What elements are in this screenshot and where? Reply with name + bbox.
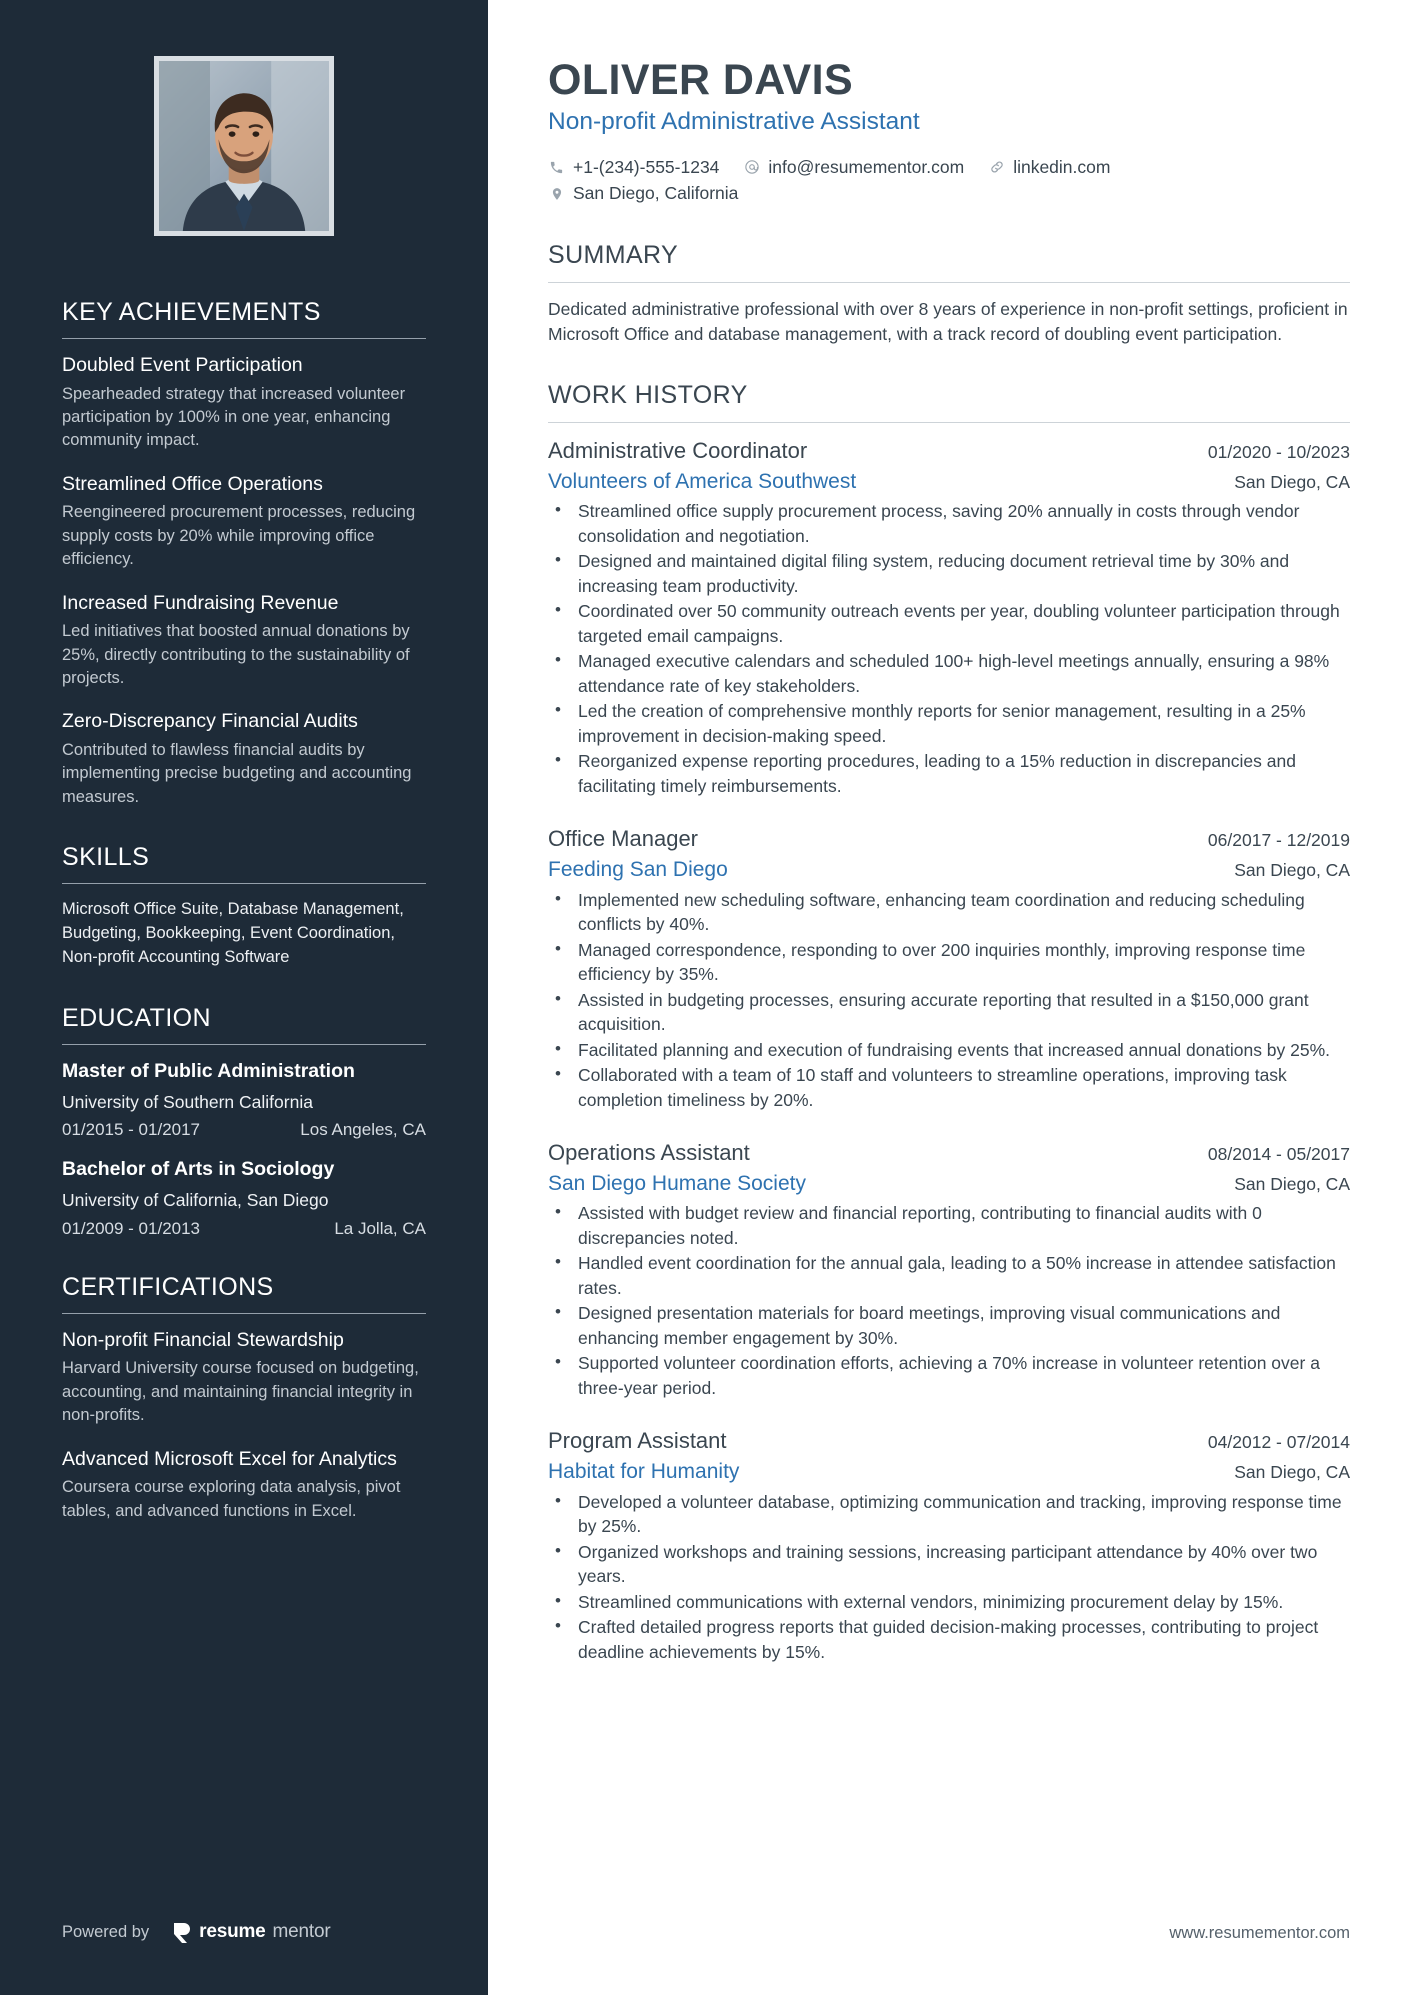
job-company: San Diego Humane Society bbox=[548, 1171, 806, 1195]
contact-linkedin-value: linkedin.com bbox=[1013, 157, 1111, 178]
job-company: Habitat for Humanity bbox=[548, 1460, 740, 1484]
job-position: Administrative Coordinator bbox=[548, 438, 808, 464]
achievement-title: Increased Fundraising Revenue bbox=[62, 591, 339, 614]
contact-location bbox=[548, 180, 738, 206]
achievement-item bbox=[62, 591, 426, 691]
job-location: San Diego, CA bbox=[1234, 1173, 1350, 1194]
sidebar bbox=[0, 0, 488, 1995]
skills-heading: SKILLS bbox=[62, 843, 426, 884]
skills-list: Microsoft Office Suite, Database Management, Budgeting, Bookkeeping, Event Coordination, Non-profit Accounting Software bbox=[62, 900, 404, 967]
education-degree: Master of Public Administration bbox=[62, 1060, 355, 1083]
contact-email-value: info@resumementor.com bbox=[768, 157, 965, 178]
resumementor-mark-icon bbox=[173, 1922, 192, 1943]
job-bullets bbox=[548, 499, 1350, 798]
job-position: Operations Assistant bbox=[548, 1140, 750, 1166]
certification-item bbox=[62, 1328, 426, 1428]
job-bullet: • Coordinated over 50 community outreach events per year, doubling volunteer participation through targeted email campaigns. bbox=[548, 599, 1350, 648]
education-location: Los Angeles, CA bbox=[300, 1120, 426, 1140]
resume-header bbox=[548, 56, 1350, 207]
email-icon bbox=[743, 159, 760, 176]
section-certifications bbox=[62, 1273, 426, 1523]
job-bullets bbox=[548, 1490, 1350, 1665]
job-position: Program Assistant bbox=[548, 1428, 727, 1454]
contact-phone-value: +1-(234)-555-1234 bbox=[573, 157, 720, 178]
contact-linkedin[interactable] bbox=[988, 154, 1110, 180]
education-item bbox=[62, 1157, 426, 1238]
certifications-heading: CERTIFICATIONS bbox=[62, 1273, 426, 1314]
contact-location-value: San Diego, California bbox=[573, 183, 739, 204]
resumementor-logo bbox=[173, 1921, 330, 1943]
job-bullet: • Crafted detailed progress reports that guided decision-making processes, contributing to project deadline achievements by 15%. bbox=[548, 1615, 1350, 1664]
job-bullet: • Handled event coordination for the annual gala, leading to a 50% increase in attendee satisfaction rates. bbox=[548, 1251, 1350, 1300]
job-bullet: • Collaborated with a team of 10 staff and volunteers to streamline operations, improving task completion timeliness by 20%. bbox=[548, 1063, 1350, 1112]
phone-icon bbox=[548, 159, 565, 176]
job-header-row bbox=[548, 825, 1350, 854]
certification-item bbox=[62, 1447, 426, 1523]
education-item bbox=[62, 1059, 426, 1140]
job-header-row bbox=[548, 437, 1350, 466]
education-dates: 01/2009 - 01/2013 bbox=[62, 1218, 201, 1238]
job-bullets bbox=[548, 888, 1350, 1113]
job-company: Volunteers of America Southwest bbox=[548, 469, 857, 493]
job-company-row bbox=[548, 1458, 1350, 1486]
job-entry bbox=[548, 1139, 1350, 1400]
section-education bbox=[62, 1004, 426, 1239]
job-bullet: • Streamlined office supply procurement process, saving 20% annually in costs through vendor consolidation and negotiation. bbox=[548, 499, 1350, 548]
education-heading: EDUCATION bbox=[62, 1004, 426, 1045]
job-entry bbox=[548, 437, 1350, 798]
certification-description: Harvard University course focused on budgeting, accounting, and maintaining financial integrity in non-profits. bbox=[62, 1359, 419, 1425]
section-key-achievements bbox=[62, 298, 426, 809]
contact-row-primary bbox=[548, 154, 1350, 180]
job-bullet: • Streamlined communications with external vendors, minimizing procurement delay by 15%. bbox=[548, 1590, 1350, 1615]
section-summary bbox=[548, 241, 1350, 347]
summary-text: Dedicated administrative professional with over 8 years of experience in non-profit settings, proficient in Microsoft Office and database management, with a track record of doubling event participation. bbox=[548, 298, 1348, 344]
contact-block bbox=[548, 154, 1350, 207]
job-bullets bbox=[548, 1201, 1350, 1400]
job-bullet: • Designed and maintained digital filing system, reducing document retrieval time by 30% and increasing team productivity. bbox=[548, 549, 1350, 598]
achievement-description: Led initiatives that boosted annual donations by 25%, directly contributing to the sustainability of projects. bbox=[62, 622, 410, 688]
job-bullet: • Assisted with budget review and financial reporting, contributing to financial audits with 0 discrepancies noted. bbox=[548, 1201, 1350, 1250]
job-dates: 08/2014 - 05/2017 bbox=[1207, 1144, 1350, 1165]
job-bullet: • Supported volunteer coordination efforts, achieving a 70% increase in volunteer retention over a three-year period. bbox=[548, 1351, 1350, 1400]
achievement-description: Spearheaded strategy that increased volunteer participation by 100% in one year, enhancing community impact. bbox=[62, 384, 406, 450]
brand-name-secondary: mentor bbox=[272, 1921, 331, 1942]
powered-by-label: Powered by bbox=[62, 1922, 150, 1941]
achievement-description: Contributed to flawless financial audits by implementing precise budgeting and accounting measures. bbox=[62, 741, 412, 806]
section-skills bbox=[62, 843, 426, 970]
certification-title: Non-profit Financial Stewardship bbox=[62, 1328, 344, 1351]
education-location: La Jolla, CA bbox=[334, 1218, 426, 1238]
achievement-title: Streamlined Office Operations bbox=[62, 472, 323, 495]
achievement-item bbox=[62, 709, 426, 809]
achievement-item bbox=[62, 353, 426, 453]
achievement-item bbox=[62, 472, 426, 572]
job-bullet: • Implemented new scheduling software, enhancing team coordination and reducing scheduling conflicts by 40%. bbox=[548, 888, 1350, 937]
work-history-heading: WORK HISTORY bbox=[548, 381, 1350, 423]
job-bullet: • Designed presentation materials for board meetings, improving visual communications and enhancing member engagement by 30%. bbox=[548, 1301, 1350, 1350]
key-achievements-heading: KEY ACHIEVEMENTS bbox=[62, 298, 426, 339]
job-bullet: • Managed executive calendars and scheduled 100+ high-level meetings annually, ensuring a 98% attendance rate of key stakeholders. bbox=[548, 649, 1350, 698]
achievement-title: Doubled Event Participation bbox=[62, 354, 303, 376]
contact-row-secondary bbox=[548, 180, 1350, 206]
job-header-row bbox=[548, 1139, 1350, 1168]
portrait-illustration bbox=[159, 61, 329, 231]
profile-photo-wrap bbox=[62, 56, 426, 236]
job-location: San Diego, CA bbox=[1234, 859, 1350, 880]
job-header-row bbox=[548, 1427, 1350, 1456]
job-bullet: • Led the creation of comprehensive monthly reports for senior management, resulting in a 25% improvement in decision-making speed. bbox=[548, 699, 1350, 748]
job-company-row bbox=[548, 1170, 1350, 1198]
location-icon bbox=[548, 185, 565, 202]
website-footer: www.resumementor.com bbox=[1169, 1924, 1350, 1942]
education-school: University of California, San Diego bbox=[62, 1189, 329, 1210]
contact-email[interactable] bbox=[743, 154, 964, 180]
job-dates: 06/2017 - 12/2019 bbox=[1207, 830, 1350, 851]
avatar bbox=[154, 56, 334, 236]
achievement-title: Zero-Discrepancy Financial Audits bbox=[62, 710, 358, 733]
job-location: San Diego, CA bbox=[1234, 471, 1350, 492]
brand-glyph-icon bbox=[173, 1922, 192, 1943]
job-bullet: • Organized workshops and training sessions, increasing participant attendance by 40% over two years. bbox=[548, 1540, 1350, 1589]
certification-title: Advanced Microsoft Excel for Analytics bbox=[62, 1447, 397, 1470]
job-location: San Diego, CA bbox=[1234, 1462, 1350, 1483]
job-company-row bbox=[548, 468, 1350, 496]
job-company-row bbox=[548, 856, 1350, 884]
certification-description: Coursera course exploring data analysis, pivot tables, and advanced functions in Excel. bbox=[62, 1478, 401, 1520]
link-icon bbox=[988, 159, 1005, 176]
education-meta bbox=[62, 1219, 426, 1239]
job-bullet: • Reorganized expense reporting procedures, leading to a 15% reduction in discrepancies and facilitating timely reimbursements. bbox=[548, 749, 1350, 798]
brand-name-primary: resume bbox=[199, 1921, 266, 1942]
job-dates: 04/2012 - 07/2014 bbox=[1207, 1432, 1350, 1453]
education-dates: 01/2015 - 01/2017 bbox=[62, 1120, 201, 1140]
sidebar-footer bbox=[62, 1921, 330, 1943]
job-entry bbox=[548, 825, 1350, 1112]
job-company: Feeding San Diego bbox=[548, 857, 728, 881]
page-title: OLIVER DAVIS bbox=[548, 56, 854, 104]
job-bullet: • Facilitated planning and execution of fundraising events that increased annual donations by 25%. bbox=[548, 1038, 1350, 1063]
job-position: Office Manager bbox=[548, 826, 699, 852]
summary-heading: SUMMARY bbox=[548, 241, 1350, 283]
headline-job-title: Non-profit Administrative Assistant bbox=[548, 108, 920, 136]
education-degree: Bachelor of Arts in Sociology bbox=[62, 1158, 335, 1181]
contact-phone[interactable] bbox=[548, 154, 719, 180]
job-bullet: • Assisted in budgeting processes, ensuring accurate reporting that resulted in a $150,000 grant acquisition. bbox=[548, 988, 1350, 1037]
job-dates: 01/2020 - 10/2023 bbox=[1207, 442, 1350, 463]
main-content bbox=[488, 0, 1410, 1995]
education-school: University of Southern California bbox=[62, 1091, 313, 1112]
education-meta bbox=[62, 1120, 426, 1140]
section-work-history bbox=[548, 381, 1350, 1664]
job-entry bbox=[548, 1427, 1350, 1664]
job-bullet: • Managed correspondence, responding to over 200 inquiries monthly, improving response time efficiency by 35%. bbox=[548, 938, 1350, 987]
achievement-description: Reengineered procurement processes, reducing supply costs by 20% while improving office efficiency. bbox=[62, 503, 416, 569]
job-bullet: • Developed a volunteer database, optimizing communication and tracking, improving response time by 25%. bbox=[548, 1490, 1350, 1539]
